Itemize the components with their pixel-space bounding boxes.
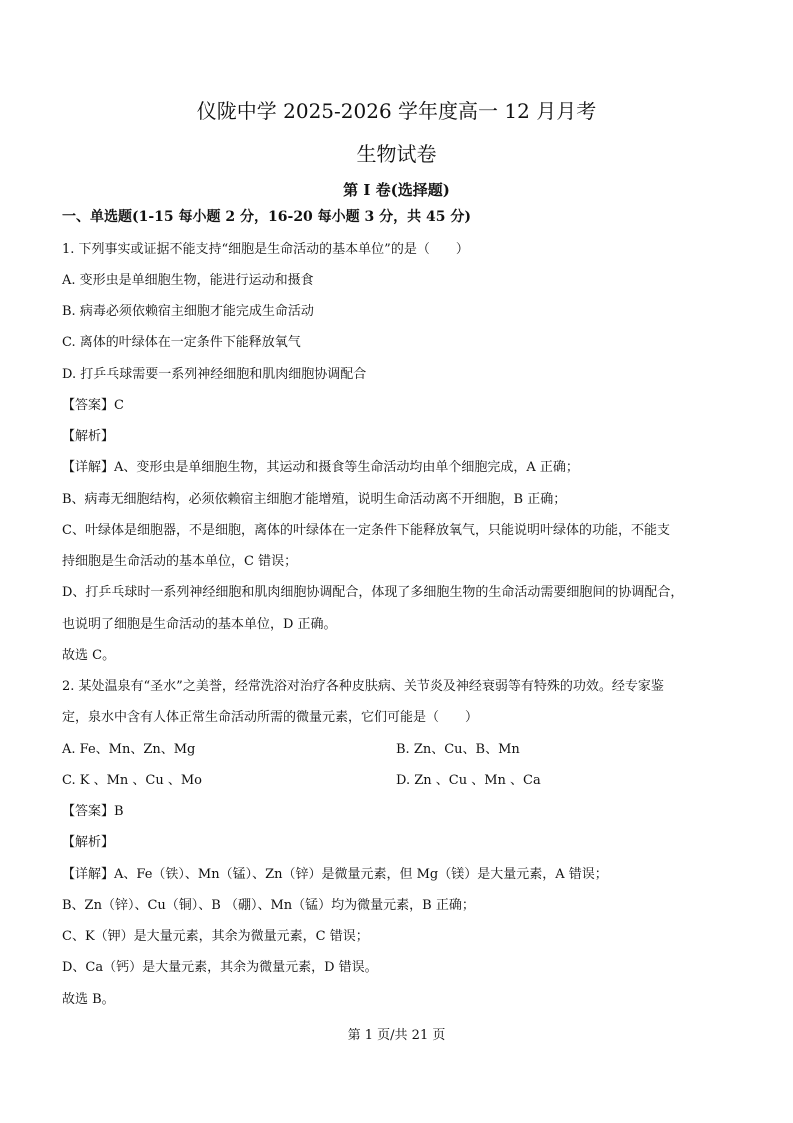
q1-option-c: C. 离体的叶绿体在一定条件下能释放氧气 — [62, 335, 301, 350]
q1-option-b: B. 病毒必须依赖宿主细胞才能完成生命活动 — [62, 304, 314, 319]
q2-stem-line: 定，泉水中含有人体正常生命活动所需的微量元素，它们可能是（ ） — [62, 710, 479, 725]
q1-detail-line: B、病毒无细胞结构，必须依赖宿主细胞才能增殖，说明生命活动离不开细胞，B 正确； — [62, 492, 567, 507]
q2-analysis-label: 【解析】 — [62, 835, 115, 850]
q1-analysis-label: 【解析】 — [62, 429, 115, 444]
q1-detail-line: 也说明了细胞是生命活动的基本单位，D 正确。 — [62, 617, 337, 632]
page-number: 第 1 页/共 21 页 — [347, 1028, 446, 1043]
q1-detail-line: C、叶绿体是细胞器，不是细胞，离体的叶绿体在一定条件下能释放氧气，只能说明叶绿体的功能，不能支 — [62, 523, 670, 538]
subject-title: 生物试卷 — [356, 142, 437, 166]
q2-answer: 【答案】B — [62, 804, 124, 819]
q2-stem-line: 2. 某处温泉有“圣水”之美誉，经常洗浴对治疗各种皮肤病、关节炎及神经衰弱等有特殊的功效。经专家鉴 — [62, 679, 664, 694]
q2-detail-line: C、K（钾）是大量元素，其余为微量元素，C 错误； — [62, 929, 369, 944]
q2-option-d: D. Zn 、Cu 、Mn 、Ca — [396, 773, 541, 788]
exam-title: 仪陇中学 2025-2026 学年度高一 12 月月考 — [196, 99, 597, 123]
q1-detail-line: 【详解】A、变形虫是单细胞生物，其运动和摄食等生命活动均由单个细胞完成，A 正确； — [62, 460, 579, 475]
q2-conclusion: 故选 B。 — [62, 992, 115, 1007]
q2-option-b: B. Zn、Cu、B、Mn — [396, 742, 520, 757]
q2-detail-line: 【详解】A、Fe（铁）、Mn（锰）、Zn（锌）是微量元素，但 Mg（镁）是大量元素，A 错误； — [62, 867, 608, 882]
q2-option-a: A. Fe、Mn、Zn、Mg — [62, 742, 196, 757]
section-heading: 一、单选题(1-15 每小题 2 分，16-20 每小题 3 分，共 45 分) — [62, 209, 472, 225]
q1-detail-line: D、打乒乓球时一系列神经细胞和肌肉细胞协调配合，体现了多细胞生物的生命活动需要细胞间的协调配合， — [62, 585, 684, 600]
q2-detail-line: D、Ca（钙）是大量元素，其余为微量元素，D 错误。 — [62, 960, 378, 975]
q1-option-d: D. 打乒乓球需要一系列神经细胞和肌肉细胞协调配合 — [62, 367, 367, 382]
q2-detail-line: B、Zn（锌）、Cu（铜）、B （硼）、Mn（锰）均为微量元素，B 正确； — [62, 898, 475, 913]
q1-option-a: A. 变形虫是单细胞生物，能进行运动和摄食 — [62, 273, 314, 288]
q1-conclusion: 故选 C。 — [62, 648, 116, 663]
q1-answer: 【答案】C — [62, 398, 124, 413]
volume-title: 第 I 卷(选择题) — [343, 181, 450, 199]
q2-option-c: C. K 、Mn 、Cu 、Mo — [62, 773, 202, 788]
q1-stem: 1. 下列事实或证据不能支持“细胞是生命活动的基本单位”的是（ ） — [62, 242, 469, 257]
q1-detail-line: 持细胞是生命活动的基本单位，C 错误； — [62, 554, 298, 569]
